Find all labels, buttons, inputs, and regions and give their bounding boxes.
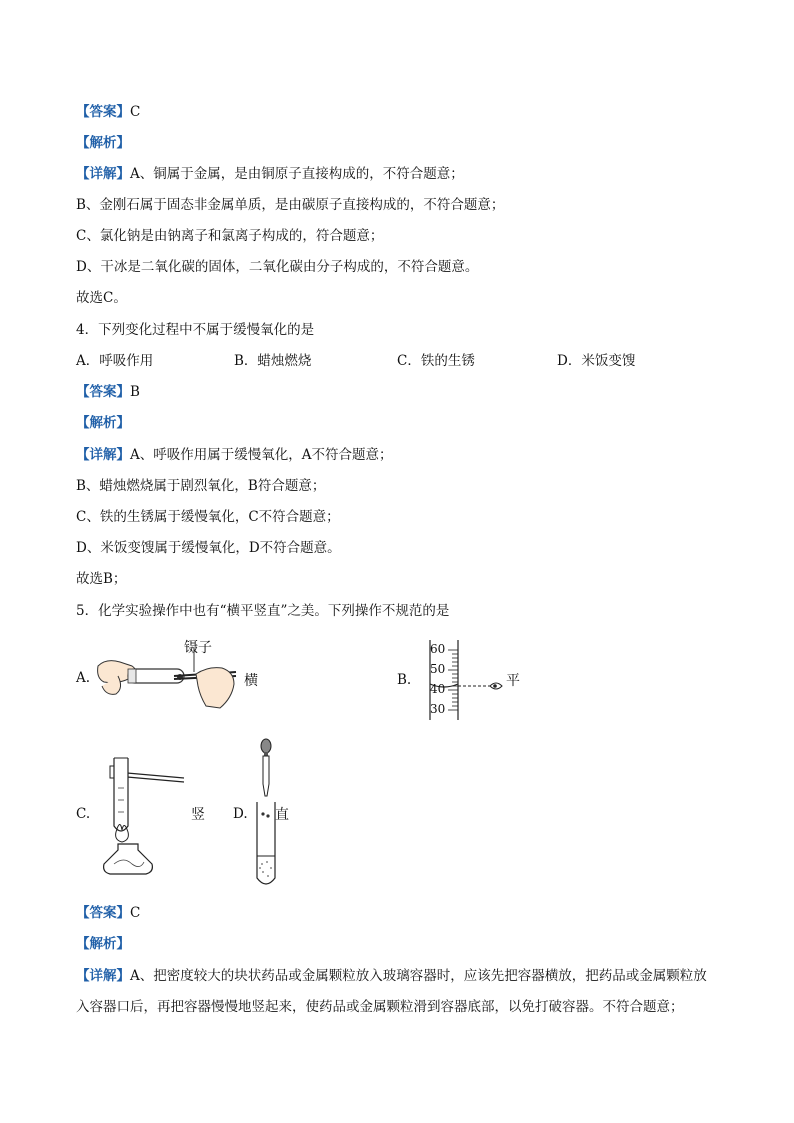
q4-detail-a: 【详解】A、呼吸作用属于缓慢氧化，A不符合题意； — [76, 447, 393, 463]
q3-analysis-tag: 【解析】 — [76, 135, 130, 151]
answer-value: C — [130, 104, 141, 120]
q3-detail-b: B、金刚石属于固态非金属单质，是由碳原子直接构成的，不符合题意； — [76, 197, 505, 213]
q4-option-d: D．米饭变馊 — [557, 353, 636, 369]
q4-detail-c: C、铁的生锈属于缓慢氧化，C不符合题意； — [76, 509, 340, 525]
q3-detail-c: C、氯化钠是由钠离子和氯离子构成的，符合题意； — [76, 228, 384, 244]
figure-a-character: 横 — [244, 673, 258, 689]
q3-detail-a: 【详解】A、铜属于金属，是由铜原子直接构成的，不符合题意； — [76, 166, 464, 182]
q4-option-b: B．蜡烛燃烧 — [234, 353, 312, 369]
figure-c-character: 竖 — [191, 807, 205, 823]
q5-stem: 5．化学实验操作中也有“横平竖直”之美。下列操作不规范的是 — [76, 603, 450, 619]
option-a-label: A. — [76, 670, 91, 686]
option-d-label: D. — [233, 806, 248, 822]
answer-tag: 【答案】 — [76, 104, 130, 120]
q4-analysis-tag: 【解析】 — [76, 415, 130, 431]
q5-answer-line: 【答案】C — [76, 905, 141, 921]
q4-option-c: C．铁的生锈 — [397, 353, 475, 369]
q4-option-a: A．呼吸作用 — [76, 353, 154, 369]
option-c-label: C. — [76, 806, 91, 822]
q5-detail-a-line1: 【详解】A、把密度较大的块状药品或金属颗粒放入玻璃容器时，应该先把容器横放，把药品或金属颗粒放 — [76, 968, 707, 984]
detail-tag: 【详解】 — [76, 166, 130, 182]
figure-a-tweezers — [96, 636, 246, 718]
figure-c-heating — [96, 748, 186, 876]
tweezers-label: 镊子 — [184, 640, 212, 656]
tick-60: 60 — [430, 642, 446, 656]
q4-detail-b: B、蜡烛燃烧属于剧烈氧化，B符合题意； — [76, 478, 326, 494]
q4-stem: 4．下列变化过程中不属于缓慢氧化的是 — [76, 322, 315, 338]
option-b-label: B. — [397, 672, 412, 688]
q3-conclusion: 故选C。 — [76, 290, 127, 306]
tick-50: 50 — [430, 662, 446, 676]
q3-answer-line — [76, 102, 140, 122]
tick-40: 40 — [430, 682, 446, 696]
q4-conclusion: 故选B； — [76, 571, 127, 587]
q4-detail-d: D、米饭变馊属于缓慢氧化，D不符合题意。 — [76, 540, 341, 556]
q5-analysis-tag: 【解析】 — [76, 936, 130, 952]
q5-detail-a-line2: 入容器口后，再把容器慢慢地竖起来，使药品或金属颗粒滑到容器底部，以免打破容器。不符合题意； — [76, 999, 684, 1015]
figure-b-character: 平 — [506, 673, 520, 689]
tick-30: 30 — [430, 702, 446, 716]
q4-answer-line: 【答案】B — [76, 384, 140, 400]
q3-detail-d: D、干冰是二氧化碳的固体，二氧化碳由分子构成的，不符合题意。 — [76, 259, 479, 275]
figure-d-character: 直 — [275, 807, 289, 823]
